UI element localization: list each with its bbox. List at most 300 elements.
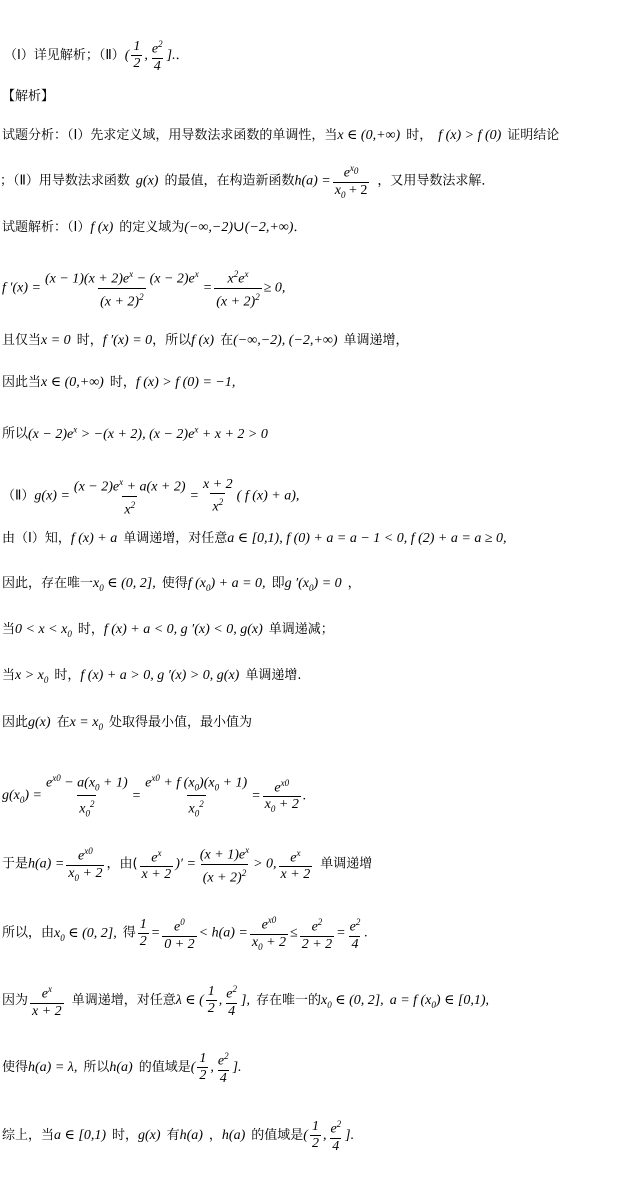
math bbox=[54, 926, 117, 941]
t: e bbox=[311, 919, 318, 935]
text: 在 bbox=[56, 715, 70, 730]
math: ]. bbox=[345, 1127, 355, 1143]
text: 由（Ⅰ）知， bbox=[2, 531, 71, 546]
text: 所以，由 bbox=[2, 925, 55, 941]
t: ) + a = 0, bbox=[210, 576, 266, 591]
math: f (x) + a < 0, g ′(x) < 0, g(x) bbox=[103, 622, 263, 637]
exp: x bbox=[119, 477, 124, 487]
eq: = bbox=[202, 280, 213, 296]
t: e bbox=[290, 850, 297, 866]
t: x bbox=[264, 797, 271, 813]
text: 证明结论 bbox=[507, 128, 560, 143]
denominator: 2 bbox=[133, 55, 141, 71]
exp: x bbox=[244, 269, 249, 279]
math: f (x) > f (0) = −1, bbox=[135, 375, 236, 390]
fraction bbox=[279, 845, 313, 884]
math bbox=[15, 668, 48, 683]
t: x bbox=[79, 802, 86, 818]
solution-line-7 bbox=[2, 531, 630, 547]
numerator bbox=[143, 770, 249, 795]
solution-line-5 bbox=[2, 421, 630, 443]
t: + f (x bbox=[159, 775, 195, 791]
numerator: 1 bbox=[207, 983, 215, 999]
text: 试题解析：（Ⅰ） bbox=[2, 220, 91, 235]
exp: x bbox=[47, 984, 52, 994]
text: ，又用导数法求解． bbox=[377, 173, 495, 189]
math: ]. bbox=[232, 1059, 242, 1075]
eq: = bbox=[150, 925, 161, 941]
t: (x + 1)e bbox=[199, 847, 246, 863]
exp: x0 bbox=[84, 845, 93, 856]
denominator: 2 + 2 bbox=[301, 936, 333, 952]
denominator: 2 bbox=[207, 1000, 215, 1016]
math: g(x) bbox=[135, 173, 159, 189]
math bbox=[390, 993, 489, 1008]
numerator bbox=[72, 474, 188, 496]
denominator: 2 bbox=[199, 1067, 207, 1083]
t: e bbox=[78, 848, 85, 864]
numerator bbox=[328, 1116, 343, 1138]
t: ∈ (0, 2], bbox=[64, 925, 117, 941]
text: 的最值，在构造新函数 bbox=[164, 173, 295, 189]
g-definition bbox=[2, 474, 630, 518]
math: f (x) bbox=[90, 220, 114, 235]
exp: 2 bbox=[224, 1051, 229, 1061]
math: h(a) bbox=[109, 1059, 133, 1075]
denominator: 2 bbox=[311, 1135, 319, 1151]
sub: 0 bbox=[327, 999, 332, 1010]
t: e bbox=[46, 775, 53, 791]
denominator bbox=[263, 796, 301, 817]
math: h(a) bbox=[179, 1127, 203, 1143]
math: g(x) bbox=[28, 715, 51, 730]
fraction bbox=[250, 912, 288, 954]
text: ，由( bbox=[106, 856, 138, 872]
exp: 2 bbox=[241, 867, 247, 878]
t: (x − 2)e bbox=[28, 426, 74, 442]
exp: x0 bbox=[52, 773, 61, 783]
text: 时， bbox=[54, 668, 81, 683]
t: x bbox=[251, 934, 259, 950]
math: ≤ bbox=[290, 925, 298, 941]
math bbox=[285, 576, 342, 591]
exp: x bbox=[194, 269, 199, 279]
sub: 0 bbox=[309, 582, 314, 593]
t: 0 < x < x bbox=[15, 622, 68, 637]
math: )′ = bbox=[175, 856, 196, 872]
sub: 0 bbox=[214, 782, 220, 793]
t: (x − 1)(x + 2)e bbox=[44, 271, 130, 287]
denominator bbox=[214, 288, 262, 311]
conclusion-line bbox=[2, 1116, 630, 1155]
math bbox=[93, 576, 156, 591]
plus: + 2 bbox=[345, 182, 368, 198]
t: (x + 2) bbox=[100, 294, 140, 310]
x: x bbox=[334, 182, 341, 198]
t: − a(x bbox=[60, 775, 96, 791]
analysis-line-1 bbox=[2, 128, 630, 144]
math: f (x) + a > 0, g ′(x) > 0, g(x) bbox=[80, 668, 240, 683]
text: ， bbox=[208, 1127, 222, 1143]
lambda-line bbox=[2, 981, 630, 1020]
denominator bbox=[333, 182, 370, 203]
solution-line-11 bbox=[2, 715, 630, 735]
t: x = x bbox=[69, 715, 99, 730]
fraction bbox=[150, 36, 165, 75]
derivative-equation bbox=[2, 266, 630, 310]
denominator bbox=[98, 288, 146, 311]
numerator bbox=[224, 981, 239, 1003]
exp: 2 bbox=[158, 39, 163, 49]
t: x bbox=[93, 576, 100, 591]
h-range-inequality bbox=[2, 912, 630, 954]
t: x bbox=[320, 992, 328, 1008]
text: 单调递增， bbox=[343, 333, 409, 348]
text: 因为 bbox=[2, 992, 29, 1008]
t: ) = 0 bbox=[313, 576, 342, 591]
t: x bbox=[212, 499, 219, 515]
numerator bbox=[216, 1048, 231, 1070]
denominator bbox=[77, 795, 96, 821]
fraction bbox=[198, 842, 251, 886]
fraction bbox=[30, 981, 64, 1020]
paren: ( bbox=[190, 1059, 196, 1075]
e: e bbox=[151, 41, 159, 57]
solution-line-8 bbox=[2, 576, 630, 596]
math: x ∈ (0,+∞) bbox=[41, 375, 104, 390]
t: e bbox=[261, 917, 268, 933]
numerator bbox=[348, 914, 363, 936]
t: x bbox=[68, 865, 75, 881]
denominator: 4 bbox=[153, 58, 161, 74]
t: g(x bbox=[2, 788, 20, 804]
text: 且仅当 bbox=[2, 333, 42, 348]
text: 单调递增，对任意 bbox=[123, 531, 228, 546]
text: 存在唯一的 bbox=[255, 992, 321, 1008]
exp: x bbox=[349, 163, 354, 173]
t: g ′(x bbox=[284, 576, 310, 591]
comma: , bbox=[218, 992, 223, 1008]
eq: = bbox=[131, 788, 142, 804]
fraction bbox=[140, 845, 174, 884]
denominator: 0 + 2 bbox=[164, 936, 195, 952]
numerator bbox=[272, 775, 291, 797]
fraction bbox=[224, 981, 239, 1020]
t: e bbox=[151, 850, 158, 866]
numerator bbox=[43, 266, 201, 288]
text: 使得 bbox=[161, 576, 188, 591]
fraction bbox=[333, 160, 370, 202]
math bbox=[15, 622, 72, 637]
comma: , bbox=[210, 1059, 214, 1075]
denominator bbox=[201, 864, 249, 887]
exp: 2 bbox=[139, 291, 144, 302]
text: 的值域是 bbox=[251, 1127, 304, 1143]
fraction bbox=[66, 843, 104, 885]
text: ；（Ⅱ）用导数法求函数 bbox=[0, 173, 130, 189]
sub: 0 bbox=[85, 808, 90, 819]
exp: 0 bbox=[180, 916, 185, 927]
text: 时， bbox=[112, 1127, 139, 1143]
t: e bbox=[41, 986, 48, 1002]
fraction bbox=[263, 775, 301, 817]
exp: x0 bbox=[267, 915, 277, 925]
math: ], bbox=[241, 992, 250, 1008]
t: + 1) bbox=[99, 775, 128, 791]
numerator: 1 bbox=[311, 1118, 319, 1134]
exp: 2 bbox=[199, 799, 204, 810]
exp: x0 bbox=[280, 777, 290, 788]
t: + 2 bbox=[79, 865, 103, 881]
text: ． bbox=[293, 220, 307, 235]
sub: 0 bbox=[95, 782, 100, 793]
fraction bbox=[328, 1116, 343, 1155]
text: 所以 bbox=[2, 426, 29, 442]
t: x bbox=[227, 271, 234, 287]
exp: 2 bbox=[130, 499, 136, 510]
denominator: 4 bbox=[351, 936, 359, 952]
exp: 2 bbox=[218, 496, 224, 507]
fraction bbox=[214, 266, 262, 310]
t: ∈ (0, 2], bbox=[103, 576, 156, 591]
math: < h(a) = bbox=[198, 925, 248, 941]
sub: 0 bbox=[60, 932, 65, 943]
fraction bbox=[44, 770, 130, 822]
math: ≥ 0, bbox=[263, 280, 286, 296]
h-definition bbox=[2, 842, 630, 886]
math: f (x) + a bbox=[70, 531, 118, 546]
denominator bbox=[122, 496, 137, 519]
math: h(a) = λ, bbox=[28, 1059, 78, 1075]
denominator: x + 2 bbox=[141, 867, 172, 883]
range-line bbox=[2, 1048, 630, 1087]
bracket: ]. bbox=[166, 47, 176, 63]
math: g(x) = bbox=[34, 488, 70, 504]
math: a ∈ [0,1), f (0) + a = a − 1 < 0, f (2) + a = a ≥ 0, bbox=[227, 531, 507, 546]
math: g(x) bbox=[138, 1127, 161, 1143]
text: 当 bbox=[2, 668, 16, 683]
fraction bbox=[310, 1119, 321, 1152]
numerator bbox=[44, 770, 130, 795]
t: + 2 bbox=[262, 934, 287, 950]
denominator: 4 bbox=[219, 1070, 227, 1086]
sub: 0 bbox=[19, 795, 25, 806]
eq: = bbox=[251, 788, 261, 804]
t: e bbox=[330, 1121, 337, 1137]
t: x bbox=[124, 502, 131, 518]
text: （Ⅱ） bbox=[2, 488, 35, 504]
t: a = f (x bbox=[389, 992, 432, 1008]
text: 得 bbox=[122, 925, 136, 941]
denominator: 4 bbox=[332, 1138, 340, 1154]
t: )(x bbox=[199, 775, 215, 791]
t: ∈ (0, 2], bbox=[331, 992, 384, 1008]
t: e bbox=[145, 775, 152, 791]
math: > 0, bbox=[253, 856, 277, 872]
numerator: 1 bbox=[199, 1050, 207, 1066]
text: 因此 bbox=[2, 715, 29, 730]
text: ，所以 bbox=[152, 333, 192, 348]
sub: 0 bbox=[67, 628, 72, 639]
math: (−∞,−2)∪(−2,+∞) bbox=[184, 220, 294, 235]
math: h(a) = bbox=[28, 856, 65, 872]
t: e bbox=[217, 1053, 225, 1069]
math: f (x) bbox=[191, 333, 215, 348]
exp: 2 bbox=[317, 916, 323, 927]
exp: x0 bbox=[151, 773, 160, 783]
numerator bbox=[172, 914, 187, 936]
math: . bbox=[364, 925, 368, 941]
text: 时， bbox=[109, 375, 136, 390]
exp: x bbox=[194, 424, 199, 434]
eq: = bbox=[189, 488, 199, 504]
exp: 2 bbox=[336, 1119, 342, 1129]
text: 时， bbox=[76, 333, 103, 348]
solution-line-4 bbox=[2, 375, 630, 391]
text: 处取得最小值，最小值为 bbox=[108, 715, 252, 730]
numerator bbox=[342, 160, 361, 182]
math bbox=[321, 993, 384, 1008]
fraction bbox=[143, 770, 249, 822]
exp: 2 bbox=[255, 291, 260, 302]
exp: x bbox=[129, 269, 134, 279]
denominator: 2 bbox=[139, 933, 147, 949]
t: − (x − 2)e bbox=[133, 271, 195, 287]
text: 单调递增 bbox=[320, 856, 373, 872]
text: 于是 bbox=[2, 856, 29, 872]
text: 时， bbox=[77, 622, 104, 637]
fraction bbox=[348, 914, 363, 953]
t: ) = bbox=[24, 788, 42, 804]
math: f (x) > f (0) bbox=[438, 128, 502, 143]
fraction bbox=[206, 984, 217, 1017]
exp: x bbox=[296, 847, 301, 858]
math bbox=[70, 715, 103, 730]
solution-line-10 bbox=[2, 668, 630, 688]
sub: 0 bbox=[258, 941, 263, 952]
analysis-line-2 bbox=[0, 160, 630, 202]
denominator: 4 bbox=[228, 1003, 236, 1019]
g-min-equation bbox=[2, 770, 630, 822]
fraction bbox=[72, 474, 188, 518]
t: f (x bbox=[187, 576, 206, 591]
answer-summary bbox=[4, 36, 630, 75]
math: . bbox=[302, 788, 307, 804]
text: 即 bbox=[271, 576, 285, 591]
answer-text: （Ⅰ）详见解析；（Ⅱ） bbox=[4, 47, 125, 63]
paren: ( bbox=[124, 47, 130, 63]
text: 使得 bbox=[2, 1059, 29, 1075]
period: ． bbox=[175, 47, 189, 63]
t: e bbox=[349, 919, 356, 935]
text: 综上，当 bbox=[2, 1127, 55, 1143]
t: + a(x + 2) bbox=[123, 479, 186, 495]
math: ( f (x) + a), bbox=[236, 488, 300, 504]
math: h(a) bbox=[221, 1127, 246, 1143]
numerator: 1 bbox=[139, 916, 147, 932]
t: (x + 2) bbox=[202, 870, 242, 886]
math: h(a) = bbox=[294, 173, 331, 189]
comma: , bbox=[322, 1127, 327, 1143]
math bbox=[2, 788, 42, 806]
t: + 2 bbox=[275, 797, 299, 813]
math: f ′(x) = 0 bbox=[102, 333, 153, 348]
exp: x bbox=[245, 845, 250, 855]
text: 单调递增. bbox=[245, 668, 302, 683]
t: x > x bbox=[15, 668, 44, 683]
sub: 0 bbox=[98, 721, 103, 732]
t: ) ∈ [0,1), bbox=[435, 992, 490, 1008]
text: 当 bbox=[2, 622, 16, 637]
exp: 2 bbox=[89, 799, 95, 810]
math bbox=[188, 576, 266, 591]
numerator: 1 bbox=[133, 38, 141, 54]
fraction bbox=[43, 266, 201, 310]
t: + 1) bbox=[219, 775, 248, 791]
t: e bbox=[238, 271, 245, 287]
t: x bbox=[54, 925, 61, 941]
numerator bbox=[310, 914, 325, 936]
text: 因此，存在唯一 bbox=[2, 576, 94, 591]
math: λ ∈ ( bbox=[175, 992, 204, 1008]
denominator: x + 2 bbox=[32, 1003, 62, 1019]
math: x = 0 bbox=[41, 333, 71, 348]
e: e bbox=[343, 165, 350, 181]
denominator bbox=[187, 795, 206, 821]
numerator bbox=[260, 912, 279, 934]
exp: x bbox=[157, 847, 162, 858]
t: e bbox=[174, 919, 181, 935]
fraction bbox=[138, 917, 149, 950]
math bbox=[28, 424, 268, 442]
fraction bbox=[197, 1051, 208, 1084]
t: e bbox=[274, 780, 281, 796]
paren: ( bbox=[303, 1127, 308, 1143]
text: 所以 bbox=[83, 1059, 110, 1075]
fraction bbox=[216, 1048, 231, 1087]
text: 因此当 bbox=[2, 375, 42, 390]
sub: 0 bbox=[194, 808, 200, 819]
numerator bbox=[198, 842, 251, 864]
numerator bbox=[149, 845, 163, 867]
eq: = bbox=[336, 925, 346, 941]
math: a ∈ [0,1) bbox=[54, 1127, 106, 1143]
exp: x bbox=[73, 424, 78, 434]
sub: 0 bbox=[194, 782, 200, 793]
fraction bbox=[162, 914, 196, 953]
text: 的定义域为 bbox=[119, 220, 185, 235]
sub: 0 bbox=[353, 165, 359, 176]
t: e bbox=[226, 986, 233, 1002]
sub: 0 bbox=[206, 582, 211, 593]
numerator: x + 2 bbox=[203, 476, 233, 492]
t: x bbox=[188, 802, 195, 818]
math: (−∞,−2), (−2,+∞) bbox=[233, 333, 338, 348]
solution-line-9 bbox=[2, 622, 630, 642]
exp: 2 bbox=[355, 916, 361, 927]
math: x ∈ (0,+∞) bbox=[337, 128, 401, 143]
exp: 2 bbox=[233, 269, 239, 279]
exp: 2 bbox=[232, 984, 238, 994]
text: 在 bbox=[220, 333, 234, 348]
text: 时， bbox=[406, 128, 433, 143]
text: 的值域是 bbox=[138, 1059, 191, 1075]
t: (x − 2)e bbox=[73, 479, 120, 495]
sub: 0 bbox=[43, 674, 49, 685]
section-heading: 【解析】 bbox=[2, 89, 55, 104]
fraction bbox=[201, 477, 235, 516]
sub: 0 bbox=[431, 999, 436, 1010]
